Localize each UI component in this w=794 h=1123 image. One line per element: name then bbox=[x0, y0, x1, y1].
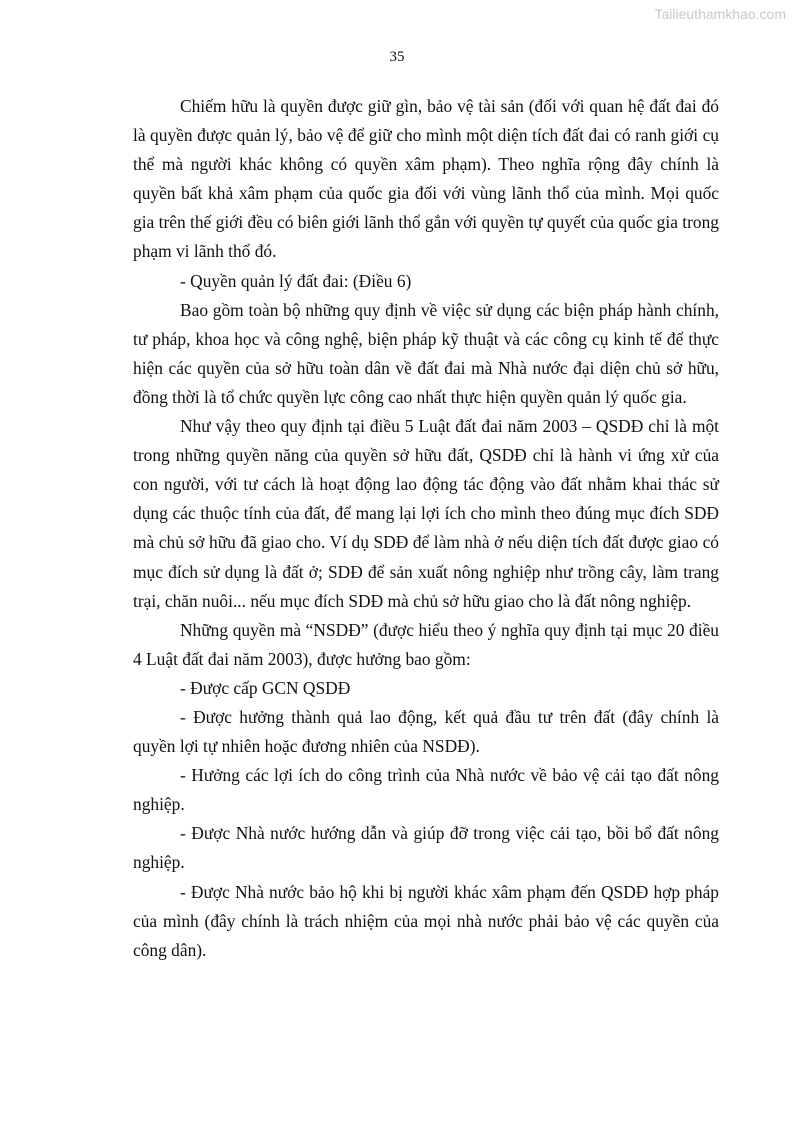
paragraph-management-right-heading: - Quyền quản lý đất đai: (Điều 6) bbox=[180, 270, 412, 291]
paragraph-management-right-detail: Bao gồm toàn bộ những quy định về việc sử dụng các biện pháp hành chính, tư pháp, khoa học và công nghệ, biện pháp kỹ thuật và các công cụ kinh tế để thực hiện các quyền của sở hữu toàn dân về đất đai mà Nhà nước đại diện chủ sở hữu, đồng thời là tổ chức quyền lực công cao nhất thực hiện quyền quản lý quốc gia. bbox=[133, 299, 719, 407]
paragraph-land-use-right-explanation: Như vậy theo quy định tại điều 5 Luật đất đai năm 2003 – QSDĐ chỉ là một trong những quyền năng của quyền sở hữu đất, QSDĐ chỉ là hành vi ứng xử của con người, với tư cách là hoạt động lao động tác động vào đất nhằm khai thác sử dụng các thuộc tính của đất, để mang lại lợi ích cho mình theo đúng mục đích SDĐ mà chủ sở hữu đã giao cho. Ví dụ SDĐ để làm nhà ở nếu diện tích đất được giao có mục đích sử dụng là đất ở; SDĐ để sản xuất nông nghiệp như trồng cây, làm trang trại, chăn nuôi... nếu mục đích SDĐ mà chủ sở hữu giao cho là đất nông nghiệp. bbox=[133, 416, 719, 611]
watermark-text: Tailieuthamkhao.com bbox=[654, 6, 786, 22]
list-item-state-guidance: - Được Nhà nước hướng dẫn và giúp đỡ trong việc cải tạo, bồi bổ đất nông nghiệp. bbox=[133, 823, 719, 873]
list-item-state-works-benefits: - Hưởng các lợi ích do công trình của Nhà nước về bảo vệ cải tạo đất nông nghiệp. bbox=[133, 765, 719, 815]
document-body bbox=[133, 92, 719, 965]
paragraph-land-user-rights-intro: Những quyền mà “NSDĐ” (được hiểu theo ý nghĩa quy định tại mục 20 điều 4 Luật đất đai năm 2003), được hưởng bao gồm: bbox=[133, 619, 719, 669]
list-item-certificate: - Được cấp GCN QSDĐ bbox=[180, 677, 351, 698]
page-number: 35 bbox=[389, 49, 405, 65]
list-item-state-protection: - Được Nhà nước bảo hộ khi bị người khác xâm phạm đến QSDĐ hợp pháp của mình (đây chính là trách nhiệm của mọi nhà nước phải bảo vệ các quyền của công dân). bbox=[133, 881, 719, 960]
list-item-labor-results: - Được hưởng thành quả lao động, kết quả đầu tư trên đất (đây chính là quyền lợi tự nhiên hoặc đương nhiên của NSDĐ). bbox=[133, 706, 719, 757]
paragraph-possession-right: Chiếm hữu là quyền được giữ gìn, bảo vệ tài sản (đối với quan hệ đất đai đó là quyền được quản lý, bảo vệ để giữ cho mình một diện tích đất đai có ranh giới cụ thể mà người khác không có quyền xâm phạm). Theo nghĩa rộng đây chính là quyền bất khả xâm phạm của quốc gia đối với vùng lãnh thổ của mình. Mọi quốc gia trên thế giới đều có biên giới lãnh thổ gắn với quyền tự quyết của quốc gia trong phạm vi lãnh thổ đó. bbox=[133, 96, 719, 262]
